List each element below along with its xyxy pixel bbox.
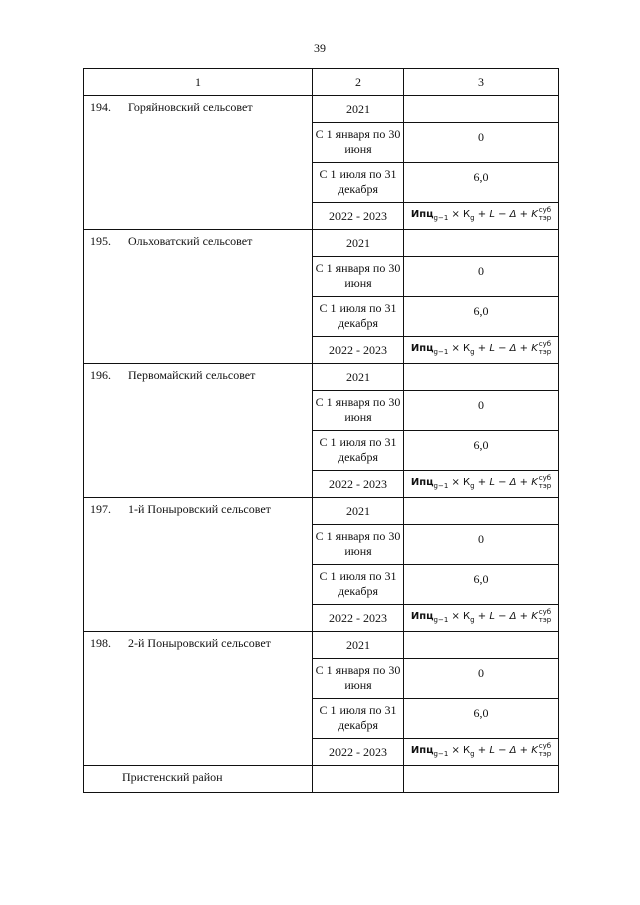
table-row [84, 498, 559, 525]
settlement-group [84, 364, 559, 498]
period-2022-2023: 2022 - 2023 [313, 605, 404, 632]
value-formula [404, 471, 559, 498]
tariff-table [83, 68, 559, 793]
period-second-half: С 1 июля по 31 декабря [313, 163, 404, 203]
settlement-cell [84, 96, 313, 230]
settlement-name: 2-й Поныровский сельсовет [128, 636, 271, 650]
settlement-cell [84, 498, 313, 632]
settlement-name: 1-й Поныровский сельсовет [128, 502, 271, 516]
settlement-number: 194. [90, 100, 111, 114]
settlement-group [84, 96, 559, 230]
period-second-half: С 1 июля по 31 декабря [313, 565, 404, 605]
table-row [84, 364, 559, 391]
formula: $Ипц_{g-1} \times К_g + L - \Delta + K$ суб тэр [410, 742, 552, 758]
period-2022-2023: 2022 - 2023 [313, 203, 404, 230]
period-2021: 2021 [313, 96, 404, 123]
formula: $Ипц_{g-1} \times К_g + L - \Delta + K$ суб тэр [410, 608, 552, 624]
period-first-half: С 1 января по 30 июня [313, 257, 404, 297]
region-value [404, 766, 559, 793]
period-first-half: С 1 января по 30 июня [313, 525, 404, 565]
region-cell [84, 766, 313, 793]
value-formula [404, 605, 559, 632]
settlement-cell [84, 230, 313, 364]
settlement-group [84, 230, 559, 364]
value-second-half: 6,0 [404, 565, 559, 605]
header-col-3: 3 [404, 69, 559, 96]
period-2021: 2021 [313, 498, 404, 525]
period-second-half: С 1 июля по 31 декабря [313, 431, 404, 471]
page-number: 39 [314, 41, 326, 55]
value-second-half: 6,0 [404, 431, 559, 471]
value-2021 [404, 230, 559, 257]
settlement-group [84, 498, 559, 632]
period-first-half: С 1 января по 30 июня [313, 123, 404, 163]
formula: $Ипц_{g-1} \times К_g + L - \Delta + K$ суб тэр [410, 474, 552, 490]
formula: $Ипц_{g-1} \times К_g + L - \Delta + K$ суб тэр [410, 206, 552, 222]
value-second-half: 6,0 [404, 297, 559, 337]
value-second-half: 6,0 [404, 163, 559, 203]
period-second-half: С 1 июля по 31 декабря [313, 297, 404, 337]
value-first-half: 0 [404, 123, 559, 163]
period-first-half: С 1 января по 30 июня [313, 391, 404, 431]
table-header-row [84, 69, 559, 96]
settlement-cell [84, 364, 313, 498]
table-row [84, 96, 559, 123]
period-2022-2023: 2022 - 2023 [313, 337, 404, 364]
value-first-half: 0 [404, 391, 559, 431]
value-formula [404, 203, 559, 230]
value-formula [404, 739, 559, 766]
value-first-half: 0 [404, 659, 559, 699]
value-formula [404, 337, 559, 364]
header-col-2: 2 [313, 69, 404, 96]
period-first-half: С 1 января по 30 июня [313, 659, 404, 699]
settlement-name: Ольховатский сельсовет [128, 234, 253, 248]
formula: $Ипц_{g-1} \times К_g + L - \Delta + K$ суб тэр [410, 340, 552, 356]
value-2021 [404, 498, 559, 525]
settlement-group [84, 632, 559, 766]
region-name: Пристенский район [122, 770, 223, 784]
settlement-number: 196. [90, 368, 111, 382]
settlement-name: Горяйновский сельсовет [128, 100, 253, 114]
value-second-half: 6,0 [404, 699, 559, 739]
value-2021 [404, 364, 559, 391]
period-2021: 2021 [313, 632, 404, 659]
settlement-name: Первомайский сельсовет [128, 368, 256, 382]
header-col-1: 1 [84, 69, 313, 96]
settlement-number: 197. [90, 502, 111, 516]
value-2021 [404, 96, 559, 123]
table-row [84, 230, 559, 257]
period-2021: 2021 [313, 230, 404, 257]
period-2022-2023: 2022 - 2023 [313, 739, 404, 766]
region-period [313, 766, 404, 793]
period-second-half: С 1 июля по 31 декабря [313, 699, 404, 739]
settlement-number: 198. [90, 636, 111, 650]
period-2021: 2021 [313, 364, 404, 391]
table-row [84, 766, 559, 793]
period-2022-2023: 2022 - 2023 [313, 471, 404, 498]
settlement-cell [84, 632, 313, 766]
value-first-half: 0 [404, 525, 559, 565]
table-row [84, 632, 559, 659]
settlement-number: 195. [90, 234, 111, 248]
value-first-half: 0 [404, 257, 559, 297]
value-2021 [404, 632, 559, 659]
